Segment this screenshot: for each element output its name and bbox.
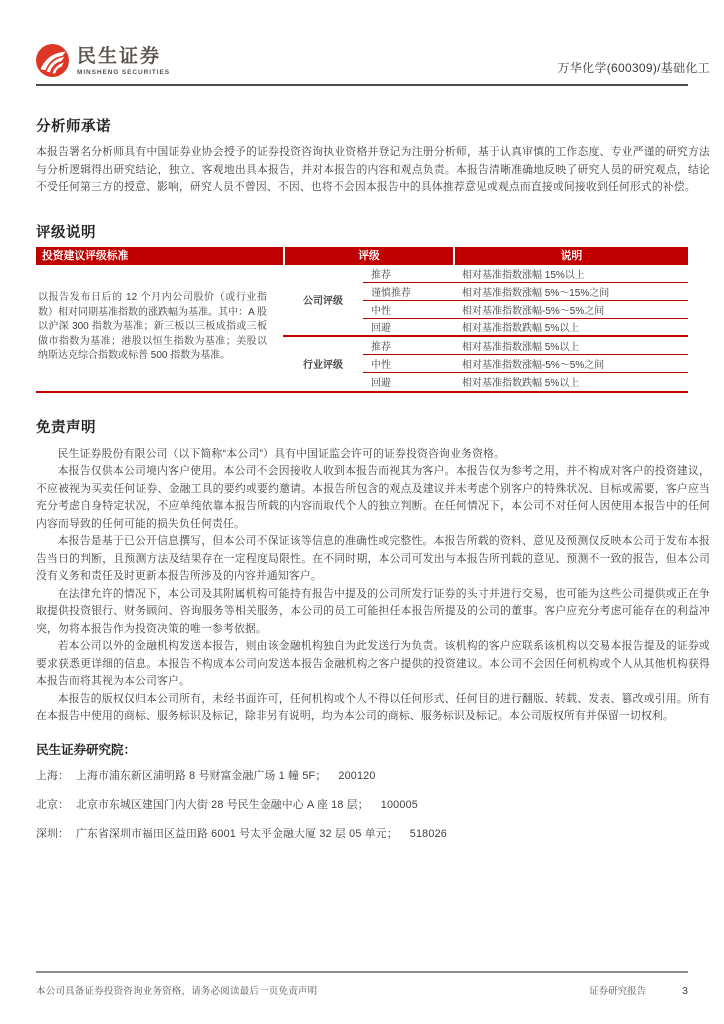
rating-table [36,247,688,393]
analyst-commitment-title: 分析师承诺 [36,119,111,135]
office-zipcode: 200120 [338,769,376,782]
page-header [36,0,710,77]
footer-disclaimer-note: 本公司具备证券投资咨询业务资格，请务必阅读最后一页免责声明 [36,986,318,997]
office-city-label: 深圳： [36,827,69,840]
rating-description: 相对基准指数涨幅 5%以上 [453,337,688,355]
rating-label: 推荐 [363,337,453,355]
header-divider [36,84,688,86]
group-industry-rating: 行业评级 [303,360,343,371]
office-shenzhen [36,826,710,841]
rating-label: 中性 [363,355,453,373]
office-city-label: 北京： [36,798,69,811]
research-institute-title: 民生证券研究院： [36,742,137,757]
disclaimer-paragraph: 在法律允许的情况下，本公司及其附属机构可能持有报告中提及的公司所发行证券的头寸并进行交易，也可能为这些公司提供或正在争取提供投资银行、财务顾问、咨询服务等相关服务，本公司的员工可能担任本报告所提及的公司的董事。客户应充分考虑可能存在的利益冲突，勿将本报告作为投资决策的唯一参考依据。 [36,587,710,635]
office-address: 上海市浦东新区浦明路 8 号财富金融广场 1 幢 5F； [76,769,327,782]
brand-name-cn: 民生证券 [77,45,162,67]
rating-label: 中性 [363,301,453,319]
page-number: 3 [682,985,688,997]
page-footer [36,971,688,997]
rating-label: 推荐 [363,265,453,283]
rating-description: 相对基准指数涨幅-5%～5%之间 [453,301,688,319]
rating-description: 相对基准指数跌幅 5%以上 [462,378,580,389]
rating-section-title: 评级说明 [36,224,96,241]
office-address: 广东省深圳市福田区益田路 6001 号太平金融大厦 32 层 05 单元； [76,827,398,840]
header-standard: 投资建议评级标准 [36,247,283,265]
group-company-rating: 公司评级 [283,265,363,337]
office-city-label: 上海： [36,769,69,782]
header-rating: 评级 [283,247,453,265]
rating-label: 谨慎推荐 [363,283,453,301]
rating-label: 回避 [363,319,453,337]
disclaimer-paragraph: 本报告的版权仅归本公司所有，未经书面许可，任何机构或个人不得以任何形式、任何目的进行翻版、转载、发表、篡改或引用。所有在本报告中使用的商标、服务标识及标记，除非另有说明，均为本公司的商标、服务标识及标记。本公司版权所有并保留一切权利。 [36,692,710,722]
minsheng-logo-icon [36,44,69,77]
rating-table-header-row [36,247,688,265]
rating-standard-text: 以报告发布日后的 12 个月内公司股价（或行业指数）相对同期基准指数的涨跌幅为基准。其中：A 股以沪深 300 指数为基准；新三板以三板成指或三板做市指数为基准；港股以恒生指数为基准；美股以纳斯达克综合指数或标普 500 指数为基准。 [38,292,267,362]
rating-description: 相对基准指数涨幅 5%～15%之间 [453,283,688,301]
brand-text [77,46,170,76]
disclaimer-paragraph: 本报告是基于已公开信息撰写，但本公司不保证该等信息的准确性或完整性。本报告所载的资料、意见及预测仅反映本公司于发布本报告当日的判断，且预测方法及结果存在一定程度局限性。在不同时期，本公司可发出与本报告所刊载的意见、预测不一致的报告，但本公司没有义务和责任及时更新本报告所涉及的内容并通知客户。 [36,535,710,582]
rating-label: 回避 [371,378,391,389]
brand-logo [36,44,170,77]
table-row [36,265,688,283]
rating-description: 相对基准指数跌幅 5%以上 [453,319,688,337]
disclaimer-body [36,446,710,726]
office-shanghai [36,768,710,783]
footer-report-type: 证券研究报告 [589,986,647,997]
disclaimer-paragraph: 本报告仅供本公司境内客户使用。本公司不会因接收人收到本报告而视其为客户。本报告仅为参考之用，并不构成对客户的投资建议，不应被视为买卖任何证券、金融工具的要约或要约邀请。本报告所包含的观点及建议并未考虑个别客户的特殊状况、目标或需要，客户应当充分考虑自身特定状况，不应单纯依靠本报告所载的内容而取代个人的独立判断。在任何情况下，本公司不对任何人因使用本报告中的任何内容而导致的任何可能的损失负任何责任。 [36,465,710,530]
footer-right [589,983,688,997]
office-zipcode: 518026 [409,827,447,840]
office-list [36,768,710,841]
disclaimer-title: 免责声明 [36,419,96,436]
header-description: 说明 [453,247,688,265]
analyst-commitment-body: 本报告署名分析师具有中国证券业协会授予的证券投资咨询执业资格并登记为注册分析师，基于认真审慎的工作态度、专业严谨的研究方法与分析逻辑得出研究结论，独立、客观地出具本报告，并对本报告的内容和观点负责。本报告清晰准确地反映了研究人员的研究观点，结论不受任何第三方的授意、影响，研究人员不曾因、不因、也将不会因本报告中的具体推荐意见或观点而直接或间接收到任何形式的补偿。 [36,146,710,193]
office-zipcode: 100005 [380,798,418,811]
office-beijing [36,797,710,812]
report-subject-tag: 万华化学(600309)/基础化工 [557,61,710,75]
office-address: 北京市东城区建国门内大街 28 号民生金融中心 A 座 18 层； [76,798,369,811]
rating-description: 相对基准指数涨幅 15%以上 [453,265,688,283]
disclaimer-paragraph: 若本公司以外的金融机构发送本报告，则由该金融机构独自为此发送行为负责。该机构的客户应联系该机构以交易本报告提及的证券或要求获悉更详细的信息。本报告不构成本公司向发送本报告金融机构之客户提供的投资建议。本公司不会因任何机构或个人从其他机构获得本报告而将其视为本公司客户。 [36,640,710,687]
rating-description: 相对基准指数涨幅-5%～5%之间 [453,355,688,373]
brand-name-en: MINSHENG SECURITIES [77,68,170,76]
disclaimer-paragraph: 民生证券股份有限公司（以下简称“本公司”）具有中国证监会许可的证券投资咨询业务资格。 [57,447,506,460]
